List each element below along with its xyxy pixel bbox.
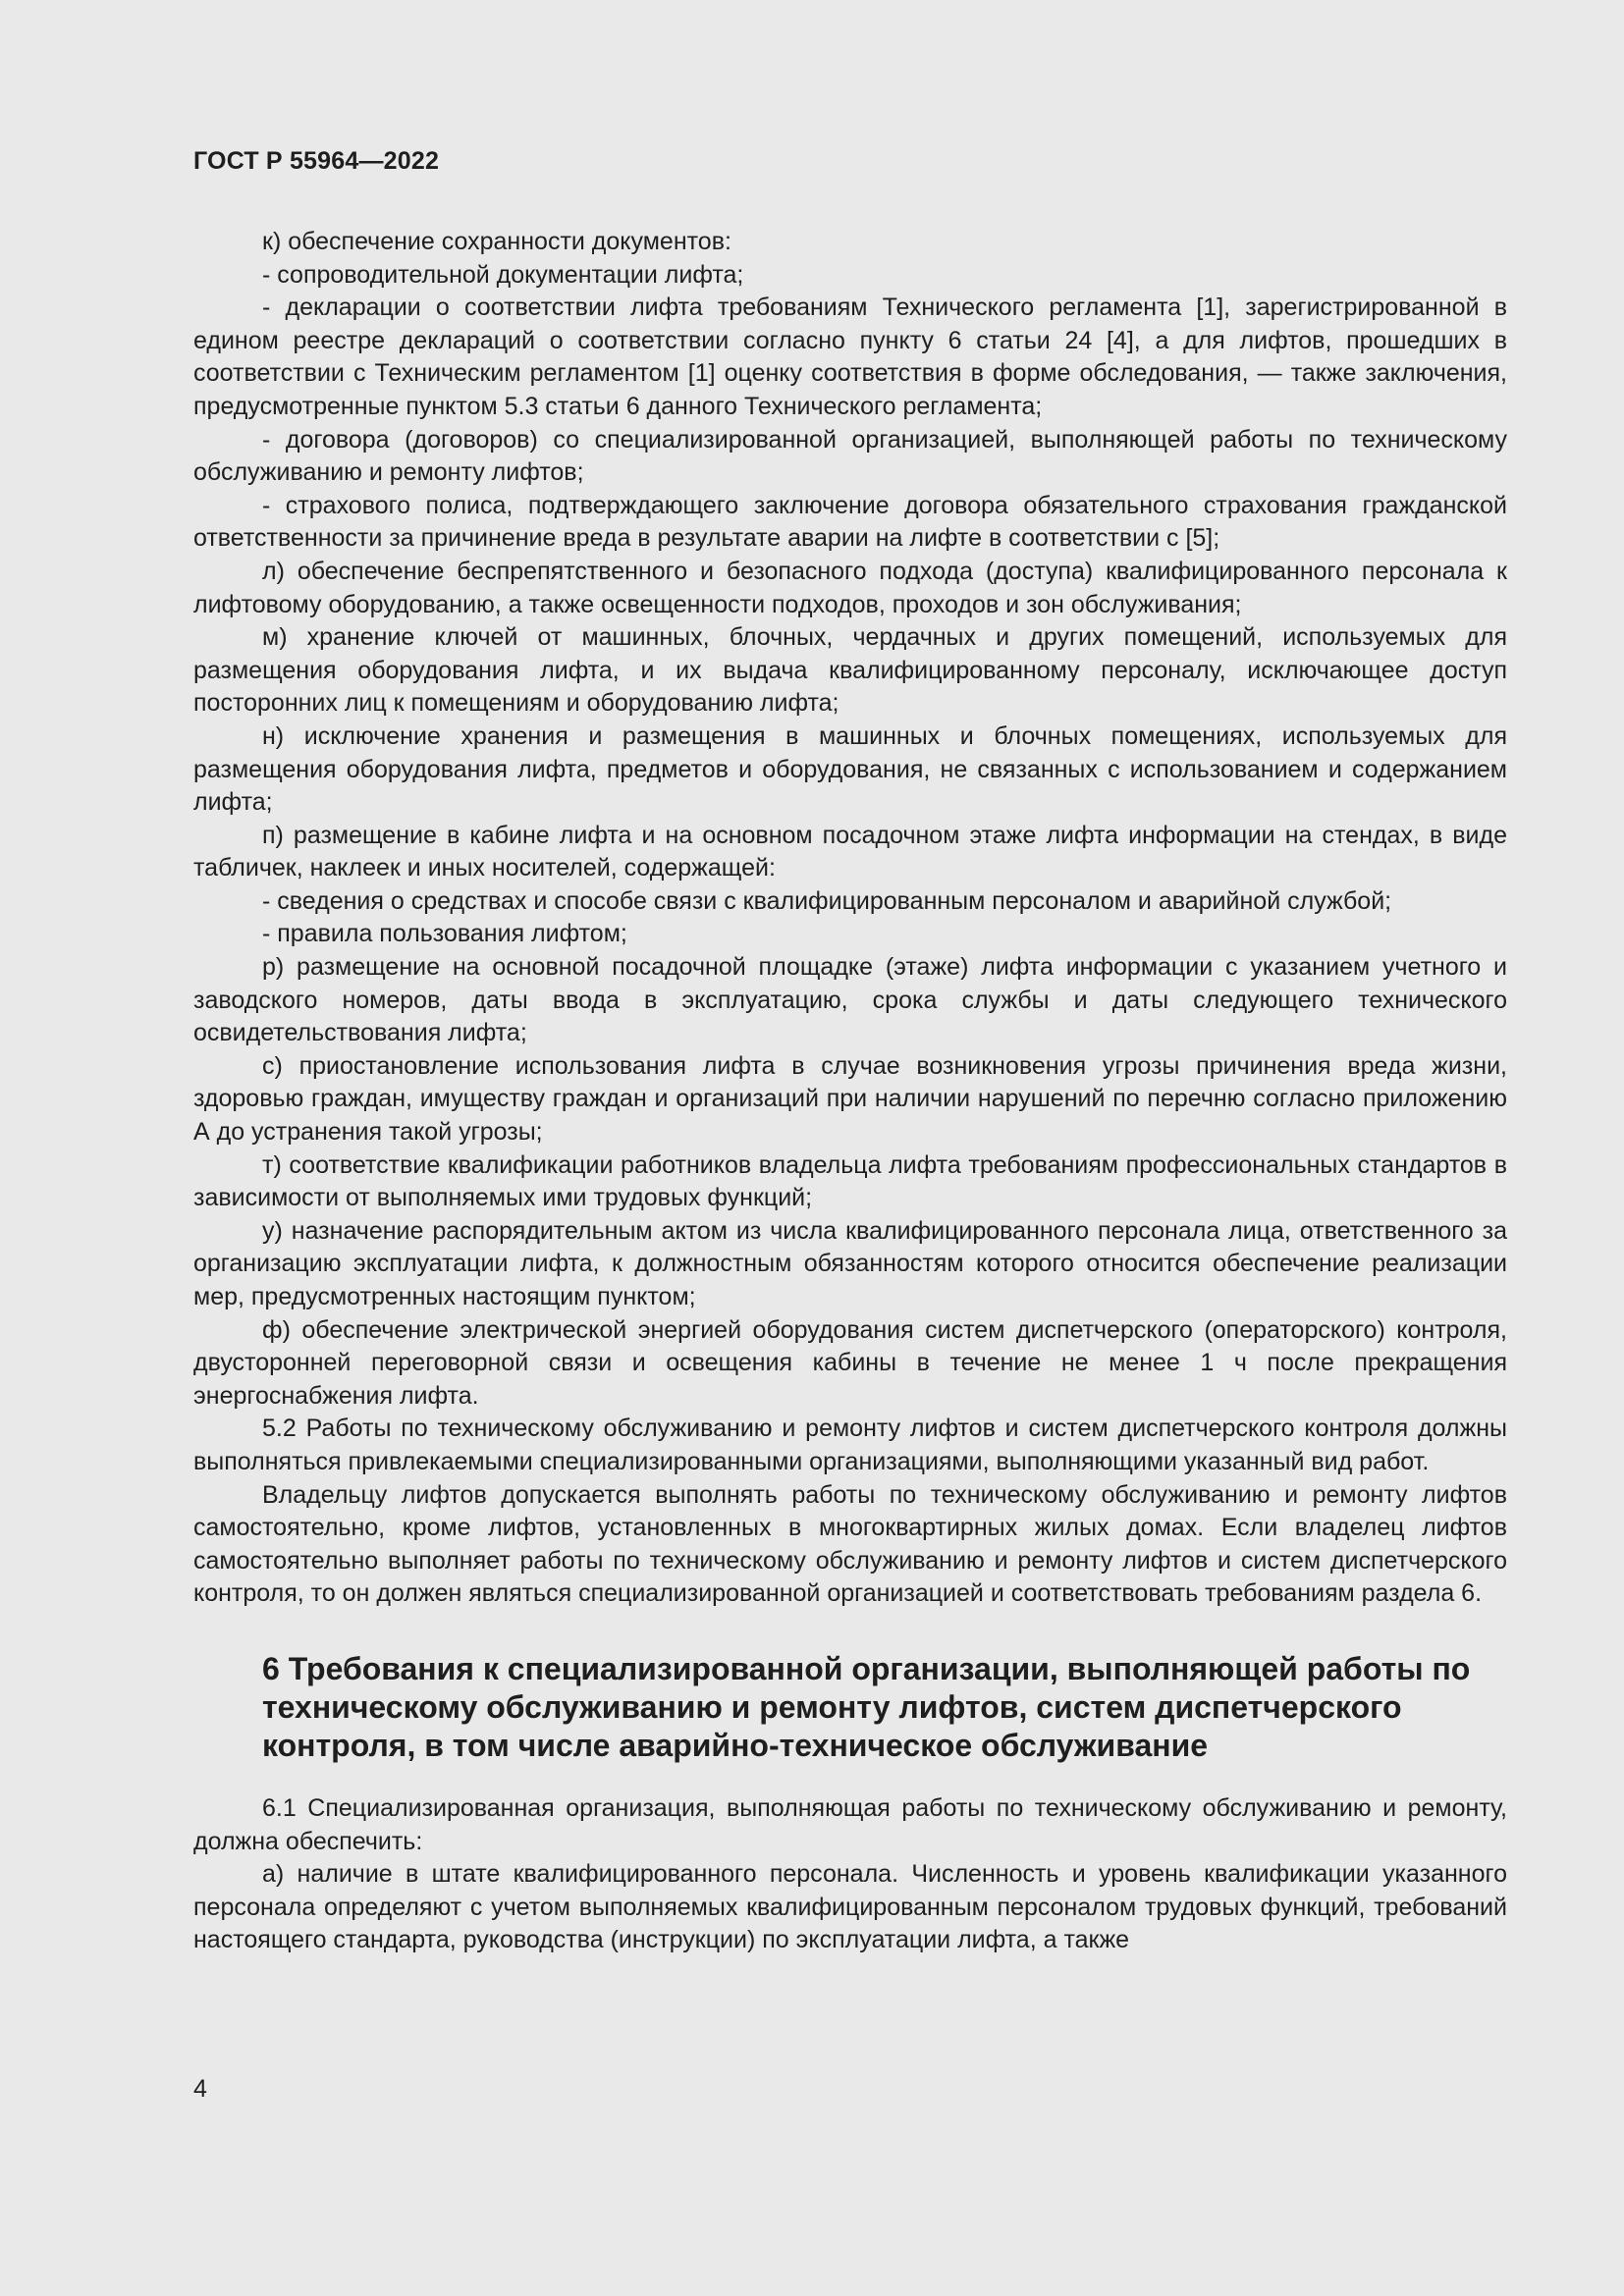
- list-subitem: - сопроводительной документации лифта;: [262, 260, 744, 289]
- list-item-a: а) наличие в штате квалифицированного персонала. Численность и уровень квалификации указанного персонала определяют с учетом выполняемых квалифицированным персоналом трудовых функций, требований настоящего стандарта, руководства (инструкции) по эксплуатации лифта, а также: [193, 1860, 1507, 1954]
- clause-6-1: 6.1 Специализированная организация, выполняющая работы по техническому обслуживанию и ремонту, должна обеспечить:: [193, 1793, 1507, 1855]
- list-item-l: л) обеспечение беспрепятственного и безопасного подхода (доступа) квалифицированного персонала к лифтовому оборудованию, а также освещенности подходов, проходов и зон обслуживания;: [193, 557, 1507, 618]
- document-code: ГОСТ Р 55964—2022: [193, 147, 440, 175]
- list-subitem: - договора (договоров) со специализированной организацией, выполняющей работы по техническому обслуживанию и ремонту лифтов;: [193, 425, 1507, 487]
- document-body: [193, 226, 1507, 1957]
- list-item-t: т) соответствие квалификации работников владельца лифта требованиям профессиональных стандартов в зависимости от выполняемых ими трудовых функций;: [193, 1150, 1507, 1212]
- list-item-n: н) исключение хранения и размещения в машинных и блочных помещениях, используемых для размещения оборудования лифта, предметов и оборудования, не связанных с использованием и содержанием лифта;: [193, 721, 1507, 817]
- list-subitem: - декларации о соответствии лифта требованиям Технического регламента [1], зарегистрированной в едином реестре деклараций о соответствии согласно пункту 6 статьи 24 [4], а для лифтов, прошедших в соответствии с Техническим регламентом [1] оценку соответствия в форме обследования, — также заключения, предусмотренные пунктом 5.3 статьи 6 данного Технического регламента;: [193, 294, 1507, 420]
- list-subitem: - правила пользования лифтом;: [262, 920, 627, 948]
- list-item-r: р) размещение на основной посадочной площадке (этаже) лифта информации с указанием учетного и заводского номеров, даты ввода в эксплуатацию, срока службы и даты следующего технического освидетельствования лифта;: [193, 953, 1507, 1047]
- list-item-u: у) назначение распорядительным актом из числа квалифицированного персонала лица, ответственного за организацию эксплуатации лифта, к должностным обязанностям которого относится обеспечение реализации мер, предусмотренных настоящим пунктом;: [193, 1216, 1507, 1310]
- list-item-s: с) приостановление использования лифта в случае возникновения угрозы причинения вреда жизни, здоровью граждан, имуществу граждан и организаций при наличии нарушений по перечню согласно приложению А до устранения такой угрозы;: [193, 1051, 1507, 1147]
- clause-5-2: 5.2 Работы по техническому обслуживанию и ремонту лифтов и систем диспетчерского контроля должны выполняться привлекаемыми специализированными организациями, выполняющими указанный вид работ.: [193, 1415, 1507, 1475]
- list-item-f: ф) обеспечение электрической энергией оборудования систем диспетчерского (операторского) контроля, двусторонней переговорной связи и освещения кабины в течение не менее 1 ч после прекращения энергоснабжения лифта.: [193, 1315, 1507, 1410]
- clause-5-2-owner-paragraph: Владельцу лифтов допускается выполнять работы по техническому обслуживанию и ремонту лифтов самостоятельно, кроме лифтов, установленных в многоквартирных жилых домах. Если владелец лифтов самостоятельно выполняет работы по техническому обслуживанию и ремонту лифтов и систем диспетчерского контроля, то он должен являться специализированной организацией и соответствовать требованиям раздела 6.: [193, 1480, 1507, 1608]
- list-item-m: м) хранение ключей от машинных, блочных, чердачных и других помещений, используемых для размещения оборудования лифта, и их выдача квалифицированному персоналу, исключающее доступ посторонних лиц к помещениям и оборудованию лифта;: [193, 623, 1507, 718]
- list-item-p: п) размещение в кабине лифта и на основном посадочном этаже лифта информации на стендах, в виде табличек, наклеек и иных носителей, содержащей:: [193, 821, 1507, 882]
- list-item-k: к) обеспечение сохранности документов:: [262, 228, 731, 255]
- list-subitem: - страхового полиса, подтверждающего заключение договора обязательного страхования гражданской ответственности за причинение вреда в результате аварии на лифте в соответствии с [5];: [193, 491, 1507, 553]
- page-number: 4: [193, 2075, 207, 2103]
- section-6-heading: 6 Требования к специализированной организации, выполняющей работы по техническому обслуживанию и ремонту лифтов, систем диспетчерского контроля, в том числе аварийно-техническое обслуживание: [262, 1650, 1471, 1763]
- list-subitem: - сведения о средствах и способе связи с квалифицированным персоналом и аварийной службой;: [262, 886, 1392, 915]
